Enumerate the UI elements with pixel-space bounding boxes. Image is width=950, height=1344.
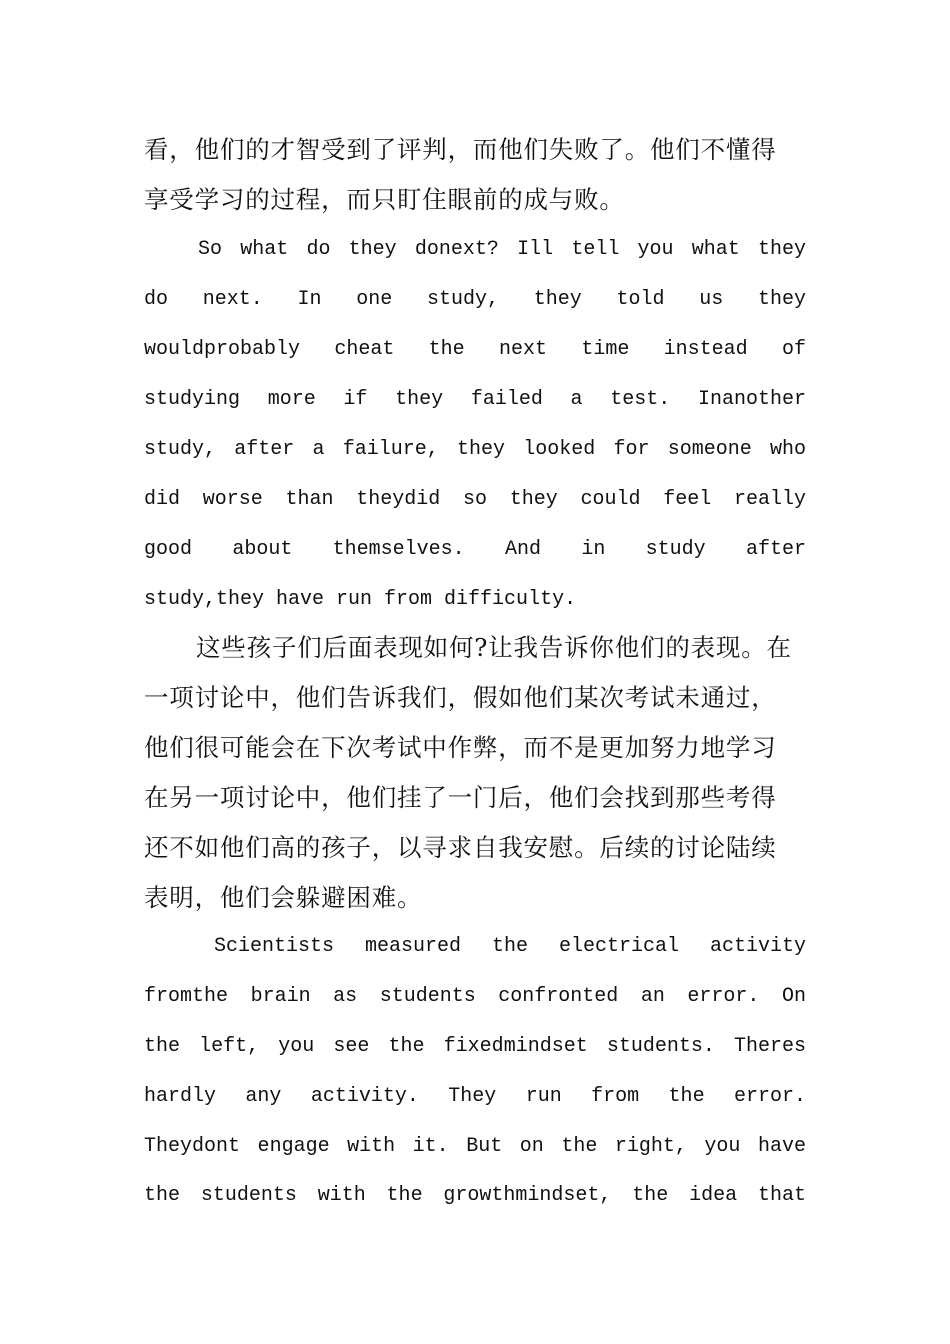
text-line: 还不如他们高的孩子，以寻求自我安慰。后续的讨论陆续	[144, 833, 777, 862]
text-line: 他们很可能会在下次考试中作弊，而不是更加努力地学习	[144, 733, 777, 762]
text-line: study, after a failure, they looked for someone who	[144, 438, 806, 461]
text-line: 表明，他们会躲避困难。	[144, 883, 423, 912]
text-line: do next. In one study, they told us they	[144, 288, 806, 311]
text-line: study,they have run from difficulty.	[144, 588, 577, 611]
text-line: 看，他们的才智受到了评判，而他们失败了。他们不懂得	[144, 135, 777, 164]
text-line: fromthe brain as students confronted an error. On	[144, 985, 806, 1008]
text-line: hardly any activity. They run from the error.	[144, 1085, 806, 1108]
text-line: studying more if they failed a test. Inanother	[144, 388, 806, 411]
text-line: Theydont engage with it. But on the right, you have	[144, 1135, 806, 1158]
text-line: did worse than theydid so they could feel really	[144, 488, 806, 511]
text-line: 在另一项讨论中，他们挂了一门后，他们会找到那些考得	[144, 783, 777, 812]
text-line: Scientists measured the electrical activity	[214, 935, 806, 958]
text-line: good about themselves. And in study after	[144, 538, 806, 561]
text-line: the left, you see the fixedmindset students. Theres	[144, 1035, 806, 1058]
text-line: So what do they donext? Ill tell you what they	[198, 238, 806, 261]
text-line: 享受学习的过程，而只盯住眼前的成与败。	[144, 185, 625, 214]
text-line: 这些孩子们后面表现如何?让我告诉你他们的表现。在	[196, 633, 792, 662]
text-line: the students with the growthmindset, the idea that	[144, 1184, 806, 1207]
text-line: 一项讨论中，他们告诉我们，假如他们某次考试未通过，	[144, 683, 777, 712]
text-line: wouldprobably cheat the next time instead of	[144, 338, 806, 361]
